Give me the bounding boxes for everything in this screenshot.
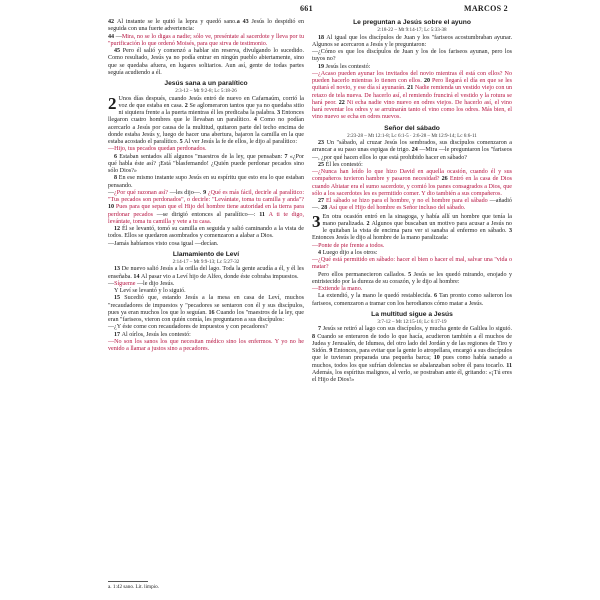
text-run: Él se levantó, tomó su camilla en seguida y salió caminando a la vista de todos. Ellos se quedaron asombrados y comenzaron a alabar a Dios.	[108, 226, 304, 240]
verse-paragraph	[312, 71, 512, 122]
book-chapter-header: MARCOS 2	[464, 4, 508, 13]
words-of-jesus: Ni echa nadie vino nuevo en odres viejos. De hacerlo así, el vino hará reventar los odres y se arruinarán tanto el vino como los odres. Más bien, el vino nuevo se echa en odres nuevos.	[312, 99, 512, 121]
verse-paragraph	[108, 241, 304, 248]
verse-number: 8	[312, 333, 318, 340]
verse-paragraph	[108, 226, 304, 241]
cross-reference: 2:14-17 – Mt 9:9-13; Lc 5:27-32	[172, 258, 240, 265]
text-run: Estaban sentados allí algunos "maestros de la ley, que pensaban:	[119, 153, 285, 160]
verse-paragraph	[312, 169, 512, 198]
verse-number: 18	[318, 34, 327, 41]
verse-paragraph	[312, 49, 512, 64]
verse-number: 11	[506, 362, 512, 369]
words-of-jesus: ¿Por qué razonan así?	[114, 189, 168, 196]
verse-paragraph	[108, 48, 304, 77]
cross-reference: 3:7-12 – Mt 12:15-16; Lc 6:17-19	[377, 318, 447, 325]
verse-paragraph	[108, 34, 304, 49]
words-of-jesus: —¿Nunca han leído lo que hizo David en aquella ocasión, cuando él y sus compañeros tuvieron hambre y pasaron necesidad?	[312, 169, 512, 183]
verse-paragraph	[312, 198, 512, 213]
verse-number: 3	[508, 228, 512, 234]
verse-number: 3	[277, 110, 282, 116]
text-run: Al instante se le quitó la lepra y quedó sano.	[116, 19, 237, 25]
cross-reference: 2:3-12 – Mt 9:2-8; Lc 5:18-26	[175, 88, 237, 94]
text-run: Jesús se retiró al lago con sus discípulos, y mucha gente de Galilea lo siguió.	[322, 326, 512, 333]
text-run: —	[108, 189, 115, 196]
words-of-jesus: El sábado se hizo para el hombre, y no el hombre para el sábado	[326, 198, 488, 204]
text-run: Él les contestó:	[325, 161, 363, 168]
verse-number: 10	[108, 204, 116, 211]
verse-number: 8	[114, 175, 119, 182]
page-number: 661	[300, 4, 313, 13]
left-column	[108, 19, 304, 353]
text-run: —se dirigió entonces al paralítico—:	[153, 211, 260, 218]
verse-number: 14	[133, 273, 142, 280]
verse-paragraph	[108, 332, 304, 339]
verse-number: 9	[203, 189, 208, 196]
words-of-jesus: Sígueme	[114, 280, 136, 287]
verse-number: 5	[179, 139, 185, 145]
right-column	[312, 19, 512, 384]
text-run: —	[115, 33, 122, 40]
verse-number: 6	[114, 153, 120, 160]
words-of-jesus: —Extiende la mano.	[312, 286, 363, 292]
text-run: Sucedió que, estando Jesús a la mesa en casa de Leví, muchos "recaudadores de impuestos y "pecadores se sentaron con él y sus discípulos, pues ya eran muchos los que lo seguían.	[108, 295, 304, 316]
text-run: —Mira —le preguntaron los "fariseos—, ¿por qué hacen ellos lo que está prohibido hacer en sábado?	[312, 147, 513, 161]
section-heading: Llamamiento de Leví	[172, 250, 240, 258]
text-run: Cuando se enteraron de todo lo que hacía, acudieron también a él muchos de Judea y Jerusalén, de Idumea, del otro lado del Jordán y de las regiones de Tiro y Sidón.	[312, 333, 512, 354]
text-run: Al pasar vio a Leví hijo de Alfeo, donde éste cobraba impuestos.	[141, 273, 299, 280]
text-run: Pero ellos permanecieron callados.	[318, 271, 409, 278]
verse-number: 23	[318, 140, 327, 146]
verse-number: 17	[114, 331, 122, 338]
text-run: Al oírlos, Jesús les contestó:	[121, 331, 191, 338]
verse-paragraph	[108, 281, 304, 288]
verse-number: 2	[366, 220, 372, 227]
text-run: —Jamás habíamos visto cosa igual —decían.	[108, 240, 219, 247]
chapter-number: 3	[312, 211, 321, 231]
text-run: Tan pronto como salieron los fariseos, comenzaron a tramar con los herodianos cómo matar a Jesús.	[312, 293, 513, 307]
verse-number: 15	[114, 295, 125, 302]
verse-paragraph	[108, 190, 304, 226]
chapter-paragraph	[108, 93, 305, 147]
words-of-jesus: Mira, no se lo digas a nadie; sólo ve, preséntate al sacerdote y lleva por tu "purificación lo que ordenó Moisés, para que sirva de testimonio.	[108, 33, 304, 47]
verse-number: 42	[108, 19, 117, 25]
verse-paragraph	[312, 162, 512, 169]
verse-number: 2	[184, 102, 190, 109]
words-of-jesus: —¿Qué está permitido en sábado: hacer el bien o hacer el mal, salvar una "vida o matar?	[312, 257, 512, 271]
cross-reference: 2:23-28 – Mt 12:1-8; Lc 6:1-5 · 2:6-28 – Mt 12:9-14; Lc 6:6-11	[347, 132, 477, 139]
text-run: —	[108, 280, 115, 287]
text-run: Además, los espíritus malignos, al verlo, se postraban ante él, gritando: «¡Tú eres el Hijo de Dios!»	[312, 369, 512, 383]
verse-number: 16	[208, 309, 217, 316]
verse-paragraph	[108, 339, 304, 354]
verse-paragraph	[108, 266, 304, 281]
verse-paragraph	[108, 295, 304, 324]
verse-number: 25	[318, 161, 326, 168]
text-run: Como no podían acercarlo a Jesús por causa de la multitud, quitaron parte del techo encima de donde estaba Jesús y, luego de hacer una abertura, bajaron la camilla en la que estaba acostado el paralítico.	[108, 117, 305, 145]
text-run: Cuando los "maestros de la ley, que eran "fariseos, vieron con quién comía, les preguntaron a sus discípulos:	[108, 309, 304, 323]
text-run: —añadió—.	[312, 198, 512, 212]
verse-paragraph	[108, 154, 304, 176]
text-run: Entonces, para evitar que la gente lo atropellara, encargó a sus discípulos que le tuvieran preparada una pequeña barca;	[312, 348, 512, 362]
verse-number: 44	[108, 33, 116, 40]
text-run: Entonces Jesús le dijo al hombre de la mano paralizada:	[312, 235, 449, 242]
verse-number: a	[236, 19, 240, 25]
footnote-divider	[108, 581, 148, 582]
text-run: Entonces llegaron cuatro hombres que le llevaban un paralítico.	[108, 110, 304, 124]
verse-number: 4	[318, 249, 323, 256]
verse-paragraph	[108, 175, 304, 190]
verse-paragraph	[312, 243, 512, 250]
text-run: —¿Y éste come con recaudadores de impuestos y con pecadores?	[108, 324, 268, 331]
verse-number: 9	[329, 348, 334, 354]
text-run: «¿Por qué habla éste así? ¡Está "blasfemando! ¿Quién puede perdonar pecados sino sólo Dios?»	[108, 153, 304, 174]
verse-number: 22	[338, 99, 347, 106]
verse-paragraph	[312, 326, 512, 384]
words-of-jesus: Nadie remienda un vestido viejo con un retazo de tela nueva. De hacerlo así, el remiendo fruncirá el vestido y la rotura se hará peor.	[312, 85, 512, 106]
verse-number: 4	[253, 117, 261, 124]
words-of-jesus: —Hijo, tus pecados quedan perdonados.	[108, 146, 207, 153]
verse-number: 19	[318, 63, 326, 70]
text-run: —le dijo Jesús.	[135, 280, 175, 287]
words-of-jesus: Pues para que sepan que el Hijo del hombre tiene autoridad en la tierra para perdonar pecados	[108, 204, 304, 218]
words-of-jesus: —Ponte de pie frente a todos.	[312, 242, 385, 249]
section-heading: Jesús sana a un paralítico	[164, 80, 248, 87]
text-run: Jesús se les quedó mirando, enojado y entristecido por la dureza de su corazón, y le dijo al hombre:	[312, 271, 512, 285]
verse-number: 26	[441, 176, 450, 183]
words-of-jesus: —No son los sanos los que necesitan médico sino los enfermos. Y yo no he venido a llamar a justos sino a pecadores.	[108, 338, 304, 352]
words-of-jesus: Pero llegará el día en que se les quitará el novio, y ese día sí ayunarán.	[312, 78, 512, 92]
verse-number: 7	[318, 326, 323, 333]
verse-paragraph	[312, 250, 512, 257]
verse-paragraph	[312, 286, 512, 293]
verse-paragraph	[312, 293, 512, 308]
verse-number: 10	[433, 355, 443, 362]
text-run: Al ver Jesús la fe de ellos, le dijo al paralítico:	[184, 139, 298, 145]
verse-number: 5	[408, 271, 414, 278]
verse-paragraph	[108, 19, 304, 34]
section-heading: La multitud sigue a Jesús	[371, 310, 453, 318]
words-of-jesus: ¿Qué es más fácil, decirle al paralítico: "Tus pecados son perdonados", o decirle: "Levántate, toma tu camilla y anda"?	[108, 189, 305, 203]
verse-number: 6	[433, 293, 440, 300]
text-run: Pero él salió y comenzó a hablar sin reserva, divulgando lo sucedido. Como resultado, Jesús ya no podía entrar en ningún pueblo abiertamente, sino que se quedaba afuera, en lugares solitarios. Aun así, gente de todas partes seguía acudiendo a él.	[108, 48, 304, 76]
text-run: Al igual que los discípulos de Juan y los "fariseos acostumbraban ayunar. Algunos se acercaron a Jesús y le preguntaron:	[312, 34, 512, 48]
footnote: a. 1:42 sano. Lit. limpio.	[108, 584, 160, 590]
verse-paragraph	[108, 146, 304, 153]
verse-number: 28	[321, 205, 329, 212]
words-of-jesus: Así que el Hijo del hombre es Señor incluso del sábado.	[328, 205, 466, 212]
verse-number: 12	[114, 226, 122, 232]
text-run: Luego dijo a los otros:	[322, 249, 378, 256]
words-of-jesus: Entró en la casa de Dios cuando Abiatar era el sumo sacerdote, y comió los panes consagrados a Dios, que sólo a los sacerdotes les es permitido comer. Y dio también a sus compañeros.	[312, 176, 513, 197]
text-run: Jesús lo despidió en seguida con una fuerte advertencia:	[108, 19, 305, 33]
text-run: Unos días después, cuando Jesús entró de nuevo en Cafarnaúm, corrió la voz de que estaba en casa.	[118, 95, 304, 109]
text-run: Y Leví se levantó y lo siguió.	[114, 288, 186, 294]
verse-number: 27	[318, 198, 327, 204]
words-of-jesus: —¿Acaso pueden ayunar los invitados del novio mientras él está con ellos? No pueden hacerlo mientras lo tienen con ellos.	[312, 70, 512, 84]
chapter-paragraph	[312, 211, 512, 243]
verse-paragraph	[108, 324, 304, 331]
text-run: Un "sábado, al cruzar Jesús los sembrados, sus discípulos comenzaron a arrancar a su paso unas espigas de trigo.	[312, 140, 513, 154]
text-run: En ese mismo instante supo Jesús en su espíritu que esto era lo que estaban pensando.	[108, 175, 304, 189]
text-run: Algunos que buscaban un motivo para acusar a Jesús no le quitaban la vista de encima para ver si sanaba al enfermo en sábado.	[322, 220, 512, 234]
section-heading: Señor del sábado	[384, 124, 440, 132]
chapter-number: 2	[108, 93, 117, 113]
verse-paragraph	[108, 288, 304, 295]
text-run: —¿Cómo es que los discípulos de Juan y los de los fariseos ayunan, pero los tuyos no?	[312, 49, 512, 63]
text-run: pues como había sanado a muchos, todos los que sufrían dolencias se abalanzaban sobre él para tocarlo.	[312, 355, 512, 369]
words-of-jesus: A ti te digo, levántate, toma tu camilla y vete a tu casa.	[108, 211, 305, 225]
text-run: Jesús les contestó:	[325, 63, 371, 70]
verse-paragraph	[312, 257, 512, 272]
verse-paragraph	[312, 64, 512, 71]
verse-number: 20	[423, 78, 433, 84]
verse-paragraph	[312, 272, 512, 287]
section-heading: Le preguntan a Jesús sobre el ayuno	[353, 19, 471, 26]
verse-number: 7	[284, 153, 290, 160]
verse-number: 13	[114, 266, 122, 273]
verse-number: 11	[259, 211, 269, 218]
verse-number: 43	[242, 19, 252, 25]
text-run: En otra ocasión entró en la sinagoga, y había allí un hombre que tenía la mano paralizada.	[322, 213, 512, 227]
verse-text	[312, 211, 512, 242]
text-run: La extendió, y la mano le quedó restablecida.	[318, 293, 434, 300]
cross-reference: 2:18-22 – Mt 9:14-17; Lc 5:33-38	[377, 27, 447, 33]
verse-number: 24	[411, 147, 420, 154]
text-run: Se aglomeraron tantos que ya no quedaba sitio ni siquiera frente a la puerta mientras él les predicaba la palabra.	[118, 102, 304, 116]
verse-text	[108, 93, 305, 146]
text-run: —les dijo—.	[168, 189, 204, 196]
text-run: De nuevo salió Jesús a la orilla del lago. Toda la gente acudía a él, y él les enseñaba.	[108, 266, 304, 280]
verse-number: 21	[407, 85, 415, 92]
verse-number: 45	[114, 48, 123, 54]
verse-paragraph	[312, 35, 512, 50]
verse-paragraph	[312, 140, 512, 162]
